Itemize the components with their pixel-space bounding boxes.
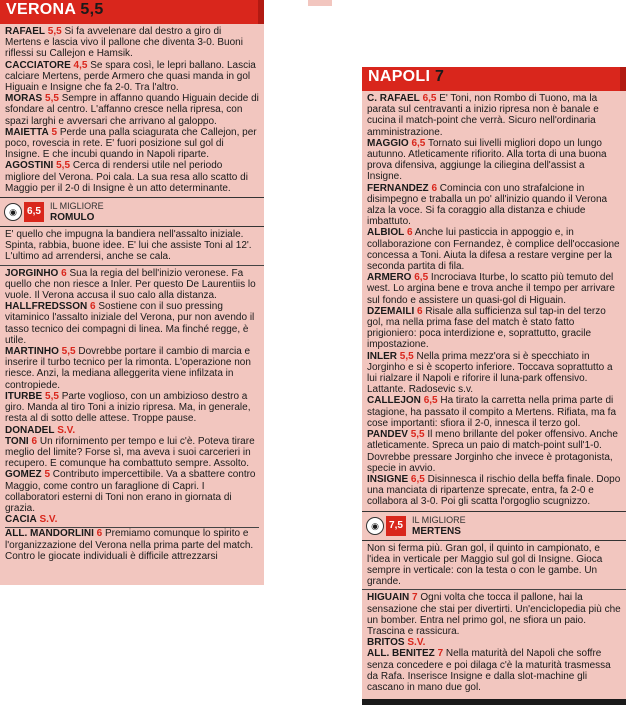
team-score: 5,5 [80,1,104,18]
player-entry: PANDEV 5,5 Il meno brillante del poker offensivo. Anche atleticamente. Spreca un paio di match-point sull'1-0. Dovrebbe pressare Jorginho che invece è protagonista, specie in avvio. [367,429,618,474]
player-entry: MARTINHO 5,5 Dovrebbe portare il cambio di marcia e inserire il turbo tecnico per la rimonta. L'operazione non riesce. Anzi, la mediana alleggerita viene infilzata in contropiede. [5,346,251,391]
player-entry: MAGGIO 6,5 Tornato sui livelli migliori dopo un lungo autunno. Atleticamente rifiorito. Alla torta di una buona prova difensiva, aggiunge la ciliegina dell'assist a Insigne. [367,137,607,183]
header-accent [258,0,264,24]
player-entry: ITURBE 5,5 Parte voglioso, con un ambizioso destro a giro. Manda al tiro Toni a inizio ripresa. Ma, in generale, resta al di sotto delle attese. Troppe pause. [5,390,251,425]
team-name: VERONA [6,1,76,18]
bottom-bar [362,699,626,705]
player-list [0,266,264,562]
player-entry: MAIETTA 5 Perde una palla sciagurata che Callejon, per poco, rovescia in rete. E' fuori posizione sul gol di Insigne. E che incubi quando in Napoli riparte. [5,126,257,161]
player-entry: FERNANDEZ 6 Comincia con uno strafalcione in disimpegno e traballa un po' all'inizio quando il Verona alza la voce. Si fa coraggio alla distanza e chiude imbattuto. [367,182,608,228]
team-title [368,68,445,85]
best-label: IL MIGLIORE [50,201,104,212]
napoli-header [362,67,626,91]
header-accent [620,67,626,91]
napoli-column [362,67,626,705]
team-score: 7 [435,68,445,85]
player-entry: CALLEJON 6,5 Ha tirato la carretta nella prima parte di stagione, ha passato il compito a Mertens. Rifiata, ma fa cose importanti: sfiora il 2-0, innesca il terzo gol. [367,395,617,429]
player-list [362,590,626,693]
best-vote: 6,5 [24,202,44,222]
best-text: Non si ferma più. Gran gol, il quinto in campionato, e l'idea in verticale per Maggio sul gol di Insigne. Gioca sempre in verticale: con la testa o con le gambe. Un grande. [367,542,603,588]
player-entry: C. RAFAEL 6,5 E' Toni, non Rombo di Tuono, ma la parata sul centravanti a inizio ripresa non è banale e cucina il match-point che verrà. Sicuro nell'ordinaria amministrazione. [367,93,599,138]
player-entry: BRITOS S.V. [367,637,426,649]
player-entry: MORAS 5,5 Sempre in affanno quando Higuain decide di sfondare al centro. L'affanno cresce nella ripresa, con spazi larghi e avversari che arrivano al galoppo. [5,93,259,127]
team-name: NAPOLI [368,68,431,85]
best-description [0,227,264,263]
player-entry: TONI 6 Un rifornimento per tempo e lui c'è. Poteva tirare meglio del limite? Forse sì, ma aveva i suoi carcerieri in recupero. E comunque ha combattuto sempre. Assolto. [5,435,255,470]
best-vote: 7,5 [386,516,406,536]
player-entry: JORGINHO 6 Sua la regia del bell'inizio veronese. Fa quello che non riesce a Inler. Per questo De Laurentiis lo vuole. Il Verona accusa il suo calo alla distanza. [5,267,256,302]
shirt-icon: ◉ [366,517,384,535]
player-entry: ARMERO 6,5 Incrociava Iturbe, lo scatto più temuto del west. Lo argina bene e trova anche il tempo per arrivare sul fondo e assistere un quasi-gol di Higuain. [367,272,615,306]
player-list [362,91,626,508]
team-title [6,1,104,18]
player-entry: HIGUAIN 7 Ogni volta che tocca il pallone, hai la sensazione che stai per divertirti. Un'enciclopedia più che un bomber. Entra nel primo gol, ne sfiora un paio. Trascina e rassicura. [367,592,621,637]
player-entry: INLER 5,5 Nella prima mezz'ora si è specchiato in Jorginho e si è scoperto inferiore. Toccava soprattutto a lui rialzare il Napoli e riforire il luna-park offensivo. Lattante. Radosevic s.v. [367,350,613,396]
best-name: MERTENS [412,525,461,537]
player-entry: INSIGNE 6,5 Disinnesca il rischio della beffa finale. Dopo una manciata di ripartenze sprecate, entra, fa 2-0 e collabora al 3-0. Poi gli scatta l'orgoglio scugnizzo. [367,473,621,508]
player-entry: AGOSTINI 5,5 Cerca di rendersi utile nel periodo migliore del Verona. Poi cala. La sua resa allo scatto di Maggio per il 2-0 di Insigne è un atto determinante. [5,160,248,194]
best-label: IL MIGLIORE [412,514,466,525]
player-entry: DONADEL S.V. [5,424,76,436]
player-entry: GOMEZ 5 Contributo impercettibile. Va a sbattere contro Maggio, come contro un faraglione di Capri. I collaboratori esterni di Toni non erano in giornata di grazia. [5,469,256,514]
best-description [362,541,626,588]
player-list [0,24,264,194]
player-entry: RAFAEL 5,5 Si fa avvelenare dal destro a giro di Mertens e lascia vivo il pallone che diventa 3-0. Buoni riflessi su Callejon e Hamsik. [5,26,243,60]
coach-entry: ALL. MANDORLINI 6 Premiamo comunque lo spirito e l'organizzazione del Verona nella prima parte del match. Contro le giocate individuali è difficile attrezzarsi [5,528,254,562]
best-player-box [362,511,626,541]
shirt-icon: ◉ [4,203,22,221]
coach-entry: ALL. BENITEZ 7 Nella maturità del Napoli che soffre senza concedere e poi dilaga c'è la maturità trasmessa da Rafa. Inserisce Insigne e dalla slot-machine gli cascano in mano due gol. [367,648,611,693]
player-entry: DZEMAILI 6 Risale alla sufficienza sul tap-in del terzo gol, ma nella prima fase del match è stato fatto prigioniero: poca interdizione e, soprattutto, gracile impostazione. [367,305,606,351]
decorative-block [308,0,332,6]
player-entry: CACCIATORE 4,5 Se spara così, le lepri ballano. Lascia calciare Mertens, perde Armero che quasi manda in gol Higuain e Insigne che fa 2-0. Tra l'altro. [5,59,256,94]
verona-header [0,0,264,24]
player-entry: CACIA S.V. [5,514,58,526]
player-entry: HALLFREDSSON 6 Sostiene con il suo pressing vitaminico l'assalto iniziale del Verona, pur non avendo il tasso tecnico dei compagni di linea. Ma finché regge, è utile. [5,301,255,346]
verona-column [0,0,264,585]
best-name: ROMULO [50,212,95,224]
player-entry: ALBIOL 6 Anche lui pasticcia in appoggio e, in collaborazione con Fernandez, è complice dell'occasione concessa a Toni. Aiuta la difesa a restare vergine per la seconda partita di fila. [367,227,620,273]
best-text: E' quello che impugna la bandiera nell'assalto iniziale. Spinta, rabbia, buone idee. E' lui che assiste Toni al 12'. L'ultimo ad arrendersi, anche se cala. [5,229,252,263]
best-player-box [0,197,264,227]
